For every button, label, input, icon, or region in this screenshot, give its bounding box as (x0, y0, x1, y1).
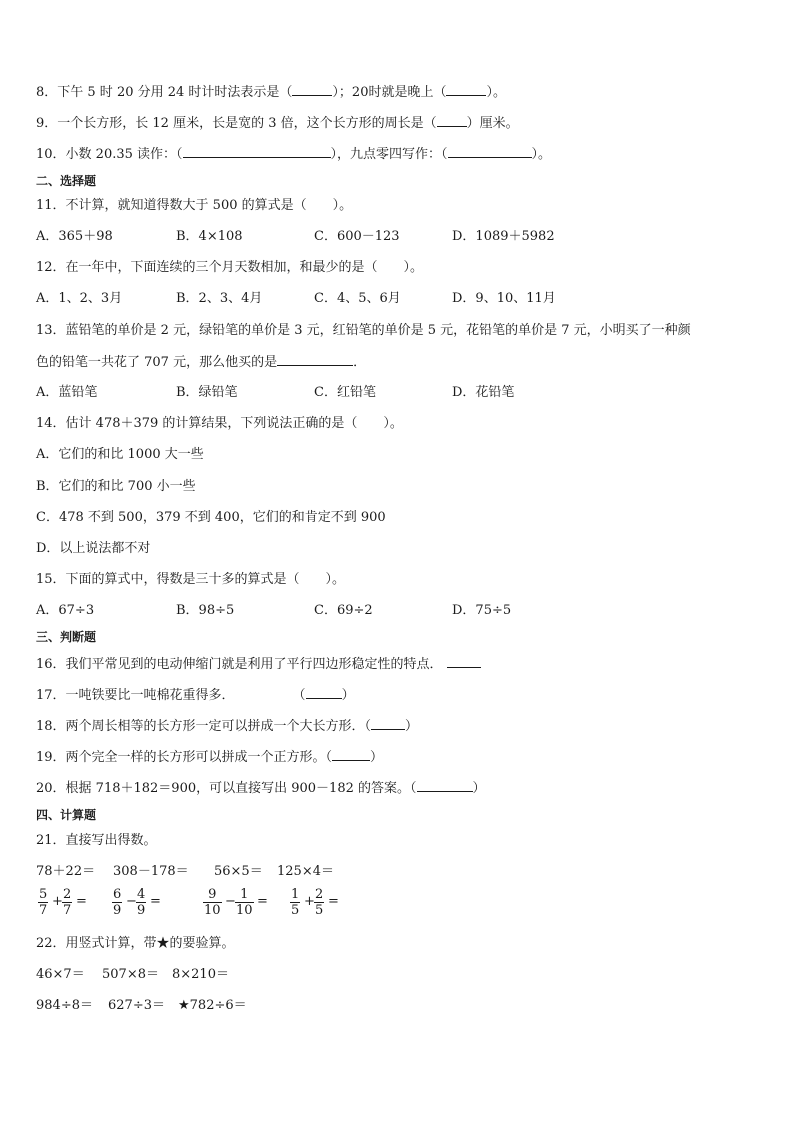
fraction (136, 887, 146, 918)
expression: 984÷8＝ (36, 998, 93, 1013)
denominator: 9 (113, 903, 122, 918)
question-12: 12．在一年中，下面连续的三个月天数相加，和最少的是（ ）。 (36, 260, 424, 275)
question-18: 18．两个周长相等的长方形一定可以拼成一个大长方形．（ ） (36, 719, 419, 734)
question-13-line-2: 色的铅笔一共花了 707 元，那么他买的是 ． (36, 355, 367, 370)
option-d[interactable]: D．花铅笔 (452, 385, 515, 400)
question-15: 15．下面的算式中，得数是三十多的算式是（ ）。 (36, 572, 346, 587)
fraction (38, 887, 48, 918)
fraction (314, 887, 324, 918)
fraction (235, 887, 254, 918)
answer-blank[interactable] (371, 717, 405, 730)
option-c[interactable]: C．4、5、6月 (314, 291, 401, 306)
denominator: 7 (63, 903, 72, 918)
fraction (290, 887, 300, 918)
equals-sign: = (328, 894, 339, 909)
question-10: 10．小数 20.35 读作：（ ），九点零四写作：（ ）。 (36, 147, 552, 162)
answer-blank[interactable] (332, 748, 370, 761)
answer-blank[interactable] (292, 83, 332, 96)
numerator: 6 (113, 887, 122, 902)
option-d[interactable]: D．以上说法都不对 (36, 541, 151, 556)
numerator: 4 (137, 887, 146, 902)
question-22: 22．用竖式计算，带★的要验算。 (36, 936, 235, 951)
option-a[interactable]: A．67÷3 (36, 603, 95, 618)
question-14: 14．估计 478＋379 的计算结果，下列说法正确的是（ ）。 (36, 416, 403, 431)
denominator: 7 (39, 903, 48, 918)
option-c[interactable]: C．600－123 (314, 229, 400, 244)
question-17: 17．一吨铁要比一吨棉花重得多． （ ） (36, 688, 355, 703)
option-c[interactable]: C．478 不到 500，379 不到 400，它们的和肯定不到 900 (36, 510, 386, 525)
option-a[interactable]: A．1、2、3月 (36, 291, 123, 306)
option-d[interactable]: D．75÷5 (452, 603, 512, 618)
answer-blank[interactable] (437, 114, 467, 127)
option-d[interactable]: D．1089＋5982 (452, 229, 555, 244)
expression: ★782÷6＝ (178, 998, 247, 1013)
question-20: 20．根据 718＋182＝900，可以直接写出 900－182 的答案。（ ） (36, 781, 486, 796)
question-11: 11．不计算，就知道得数大于 500 的算式是（ ）。 (36, 198, 353, 213)
option-b[interactable]: B．98÷5 (176, 603, 235, 618)
denominator: 10 (204, 903, 221, 918)
answer-blank[interactable] (447, 655, 481, 668)
answer-blank[interactable] (183, 145, 331, 158)
fraction (112, 887, 122, 918)
operator: − (225, 894, 236, 909)
equals-sign: = (257, 894, 268, 909)
numerator: 2 (63, 887, 72, 902)
denominator: 10 (236, 903, 253, 918)
operator: − (126, 894, 137, 909)
numerator: 9 (208, 887, 217, 902)
expression: 507×8＝ (102, 967, 159, 982)
answer-blank[interactable] (277, 353, 353, 366)
question-19: 19．两个完全一样的长方形可以拼成一个正方形。（ ） (36, 750, 384, 765)
equals-sign: = (76, 894, 87, 909)
answer-blank[interactable] (306, 686, 342, 699)
option-b[interactable]: B．2、3、4月 (176, 291, 263, 306)
section-heading-judgement: 三、判断题 (36, 630, 97, 644)
numerator: 1 (291, 887, 300, 902)
question-13-line-1: 13．蓝铅笔的单价是 2 元，绿铅笔的单价是 3 元，红铅笔的单价是 5 元，花铅笔的单价是 7 元，小明买了一种颜 (36, 323, 691, 338)
option-b[interactable]: B．4×108 (176, 229, 243, 244)
numerator: 1 (240, 887, 249, 902)
question-9: 9．一个长方形，长 12 厘米，长是宽的 3 倍，这个长方形的周长是（ ）厘米。 (36, 116, 519, 131)
option-a[interactable]: A．365＋98 (36, 229, 113, 244)
denominator: 5 (291, 903, 300, 918)
expression: 125×4＝ (277, 864, 334, 879)
equals-sign: = (150, 894, 161, 909)
question-16: 16．我们平常见到的电动伸缩门就是利用了平行四边形稳定性的特点． (36, 655, 481, 674)
option-b[interactable]: B．它们的和比 700 小一些 (36, 479, 196, 494)
numerator: 5 (39, 887, 48, 902)
expression: 46×7＝ (36, 967, 85, 982)
expression: 8×210＝ (172, 967, 229, 982)
question-21: 21．直接写出得数。 (36, 833, 157, 848)
denominator: 5 (315, 903, 324, 918)
expression: 627÷3＝ (108, 998, 165, 1013)
expression: 56×5＝ (214, 864, 263, 879)
denominator: 9 (137, 903, 146, 918)
expression: 308－178＝ (113, 864, 189, 879)
answer-blank[interactable] (417, 779, 473, 792)
answer-blank[interactable] (448, 145, 532, 158)
operator: + (304, 894, 315, 909)
option-c[interactable]: C．69÷2 (314, 603, 373, 618)
option-a[interactable]: A．它们的和比 1000 大一些 (36, 447, 204, 462)
option-c[interactable]: C．红铅笔 (314, 385, 376, 400)
option-b[interactable]: B．绿铅笔 (176, 385, 238, 400)
answer-blank[interactable] (446, 83, 486, 96)
section-heading-calculation: 四、计算题 (36, 808, 97, 822)
numerator: 2 (315, 887, 324, 902)
option-d[interactable]: D．9、10、11月 (452, 291, 556, 306)
section-heading-choice: 二、选择题 (36, 174, 97, 188)
question-8: 8．下午 5 时 20 分用 24 时计时法表示是（ ）；20时就是晚上（ ）。 (36, 85, 506, 100)
operator: + (52, 894, 63, 909)
fraction (62, 887, 72, 918)
option-a[interactable]: A．蓝铅笔 (36, 385, 98, 400)
expression: 78＋22＝ (36, 864, 96, 879)
fraction (203, 887, 222, 918)
